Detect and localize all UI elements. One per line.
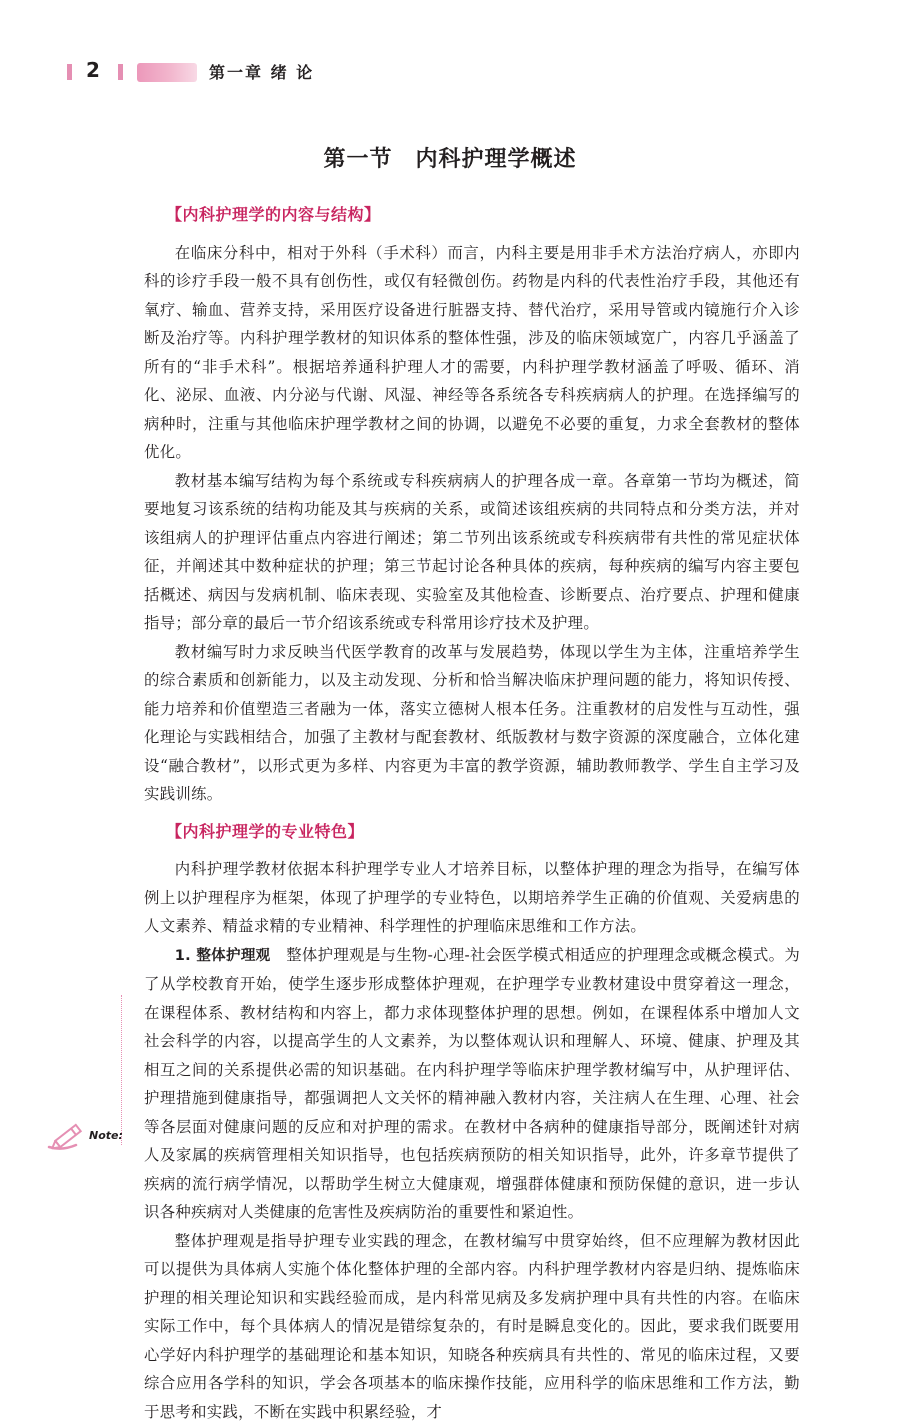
- margin-dotted-line: [121, 995, 122, 1145]
- point-text: 整体护理观是与生物-心理-社会医学模式相适应的护理理念或概念模式。为了从学校教育开始，使学生逐步形成整体护理观，在护理学专业教材建设中贯穿着这一理念，在课程体系、教材结构和内容上，都力求体现整体护理的思想。例如，在课程体系中增加人文社会科学的内容，以提高学生的人文素养，为以整体观认识和理解人、环境、健康、护理及其相互之间的关系提供必需的知识基础。在内科护理学等临床护理学教材编写中，从护理评估、护理措施到健康指导，都强调把人文关怀的精神融入教材内容，关注病人在生理、心理、社会等各层面对健康问题的反应和对护理的需求。在教材中各病种的健康指导部分，既阐述针对病人及家属的疾病管理相关知识指导，也包括疾病预防的相关知识指导，此外，许多章节提供了疾病的流行病学情况，以帮助学生树立大健康观，增强群体健康和预防保健的意识，进一步认识各种疾病对人类健康的危害性及疾病防治的重要性和紧迫性。: [144, 946, 800, 1222]
- subhead-content-structure: 【内科护理学的内容与结构】: [166, 201, 800, 230]
- header-bar-right: [118, 64, 123, 80]
- page-body: [144, 195, 800, 1426]
- body-paragraph: 内科护理学教材依据本科护理学专业人才培养目标，以整体护理的理念为指导，在编写体例上以护理程序为框架，体现了护理学的专业特色，以期培养学生正确的价值观、关爱病患的人文素养、精益求精的专业精神、科学理性的护理临床思维和工作方法。: [144, 855, 800, 941]
- header-decoration: [137, 63, 197, 82]
- chapter-title: 第一章 绪 论: [209, 60, 314, 83]
- section-title: 第一节 内科护理学概述: [0, 142, 900, 173]
- pencil-icon: [46, 1118, 94, 1154]
- body-paragraph: 教材基本编写结构为每个系统或专科疾病病人的护理各成一章。各章第一节均为概述，简要地复习该系统的结构功能及其与疾病的关系，或简述该组疾病的共同特点和分类方法，并对该组病人的护理评估重点内容进行阐述；第二节列出该系统或专科疾病带有共性的常见症状体征，并阐述其中数种症状的护理；第三节起讨论各种具体的疾病，每种疾病的编写内容主要包括概述、病因与发病机制、临床表现、实验室及其他检查、诊断要点、治疗要点、护理和健康指导；部分章的最后一节介绍该系统或专科常用诊疗技术及护理。: [144, 467, 800, 638]
- body-paragraph: 整体护理观是指导护理专业实践的理念，在教材编写中贯穿始终，但不应理解为教材因此可以提供为具体病人实施个体化整体护理的全部内容。内科护理学教材内容是归纳、提炼临床护理的相关理论知识和实践经验而成，是内科常见病及多发病护理中具有共性的内容。在临床实际工作中，每个具体病人的情况是错综复杂的，有时是瞬息变化的。因此，要求我们既要用心学好内科护理学的基础理论和基本知识，知晓各种疾病具有共性的、常见的临床过程，又要综合应用各学科的知识，学会各项基本的临床操作技能，应用科学的临床思维和工作方法，勤于思考和实践，不断在实践中积累经验，才: [144, 1227, 800, 1426]
- page-header: [0, 0, 900, 100]
- body-paragraph: 教材编写时力求反映当代医学教育的改革与发展趋势，体现以学生为主体，注重培养学生的综合素质和创新能力，以及主动发现、分析和恰当解决临床护理问题的能力，将知识传授、能力培养和价值塑造三者融为一体，落实立德树人根本任务。注重教材的启发性与互动性，强化理论与实践相结合，加强了主教材与配套教材、纸版教材与数字资源的深度融合，立体化建设“融合教材”，以形式更为多样、内容更为丰富的教学资源，辅助教师教学、学生自主学习及实践训练。: [144, 638, 800, 809]
- body-paragraph: 在临床分科中，相对于外科（手术科）而言，内科主要是用非手术方法治疗病人，亦即内科的诊疗手段一般不具有创伤性，或仅有轻微创伤。药物是内科的代表性治疗手段，其他还有氧疗、输血、营养支持，采用医疗设备进行脏器支持、替代治疗，采用导管或内镜施行介入诊断及治疗等。内科护理学教材的知识体系的整体性强，涉及的临床领域宽广，内容几乎涵盖了所有的“非手术科”。根据培养通科护理人才的需要，内科护理学教材涵盖了呼吸、循环、消化、泌尿、血液、内分泌与代谢、风湿、神经等各系统各专科疾病病人的护理。在选择编写的病种时，注重与其他临床护理学教材之间的协调，以避免不必要的重复，力求全套教材的整体优化。: [144, 239, 800, 467]
- header-bar-left: [67, 64, 72, 80]
- point-holistic-nursing: [144, 941, 800, 1227]
- point-term: 1. 整体护理观: [175, 948, 271, 964]
- subhead-professional-features: 【内科护理学的专业特色】: [166, 818, 800, 847]
- note-label: Note:: [89, 1129, 123, 1142]
- page-number: 2: [86, 58, 100, 82]
